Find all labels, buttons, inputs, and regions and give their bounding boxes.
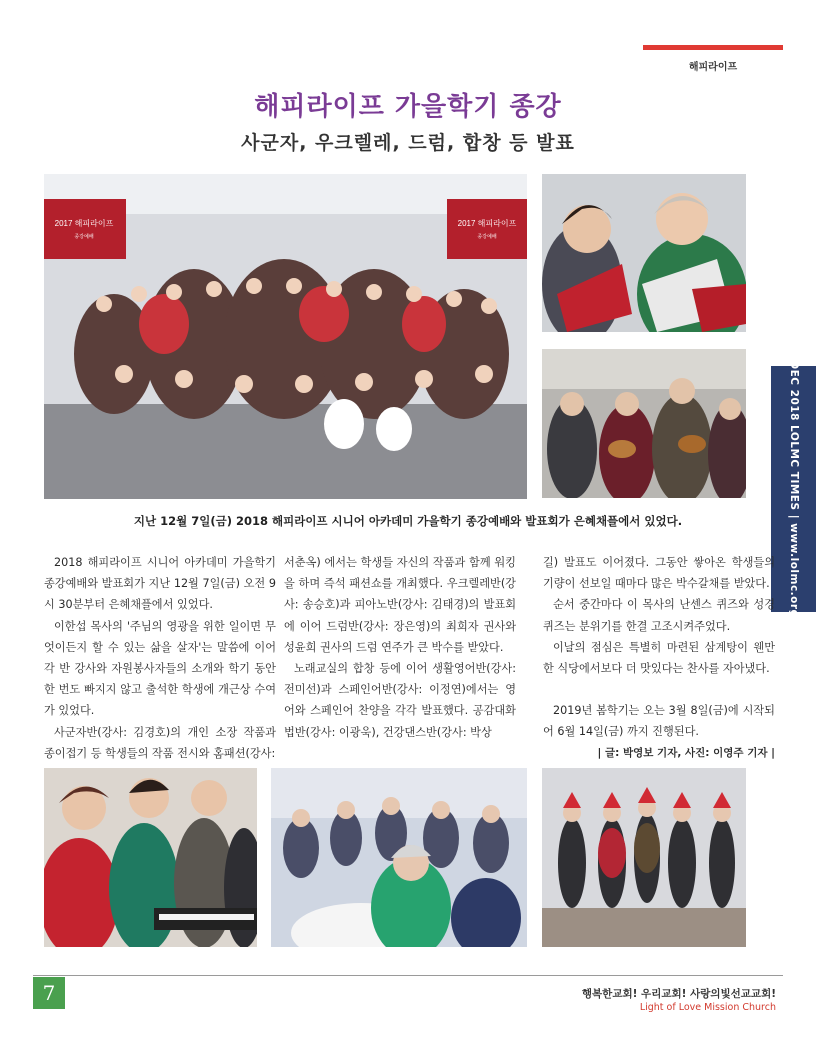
footer-rule: [33, 975, 783, 976]
screen-sub-right: 종강예배: [477, 234, 497, 240]
article-column-2: [284, 552, 516, 743]
ukulele-photo: [542, 349, 746, 498]
article-column-3: [543, 552, 775, 764]
footer-church-name: Light of Love Mission Church: [639, 1002, 776, 1013]
article-paragraph: 2018 해피라이프 시니어 아카데미 가을학기 종강예배와 발표회가 지난 12월 7일(금) 오전 9시 30분부터 은혜채플에서 있었다.: [44, 556, 276, 612]
audience-photo: [271, 768, 527, 947]
article-paragraph: 사군자반(강사: 김경호)의 개인 소장 작품과 종이접기 등 학생들의 작품 전시와 홈패션(강사:: [44, 725, 276, 760]
article-paragraph: | 글: 박영보 기자, 사진: 이영주 기자 |: [597, 746, 775, 759]
header-accent-rule: [643, 45, 783, 50]
section-label: 해피라이프: [688, 62, 738, 73]
piano-class-photo: [44, 768, 257, 947]
side-tab: [771, 360, 816, 618]
article-paragraph: 서춘옥) 에서는 학생들 자신의 작품과 함께 워킹을 하며 즉석 패션쇼를 개최했다. 우크렐레반(강사: 송승호)과 피아노반(강사: 김태경)의 발표회에 이어 드럼반(강사: 장은영)의 최희자 권사와 성윤희 권사의 드럼 연주가 큰 박수를 받았다.: [284, 556, 516, 654]
choir-photo: [542, 174, 746, 332]
photo-caption: 지난 12월 7일(금) 2018 해피라이프 시니어 아카데미 가을학기 종강예배와 발표회가 은혜채플에서 있었다.: [133, 514, 683, 528]
article-paragraph: 이한섭 목사의 '주님의 영광을 위한 일이면 무엇이든지 할 수 있는 삶을 살자'는 말씀에 이어 각 반 강사와 자원봉사자들의 소개와 학기 동안 한 번도 빠지지 않고 출석한 학생에 개근상 수여가 있었다.: [44, 619, 276, 718]
article-paragraph: 순서 중간마다 이 목사의 난센스 퀴즈와 성경 퀴즈는 분위기를 한결 고조시켜주었다.: [543, 598, 775, 633]
article-paragraph: 이날의 점심은 특별히 마련된 삼계탕이 웬만한 식당에서보다 더 맛있다는 찬사를 자아냈다.: [543, 640, 775, 676]
article-subtitle: 사군자, 우크렐레, 드럼, 합창 등 발표: [241, 132, 575, 154]
screen-sub-left: 종강예배: [74, 234, 94, 240]
article-paragraph: 노래교실의 합창 등에 이어 생활영어반(강사: 전미선)과 스페인어반(강사: 이정연)에서는 영어와 스페인어 찬양을 각각 발표했다. 공감대화법반(강사: 이광욱), 건강댄스반(강사: 박상: [284, 662, 516, 739]
side-tab-text: DEC 2018 LOLMC TIMES | www.lolmc.org: [787, 360, 800, 618]
article-title: 해피라이프 가을학기 종강: [254, 92, 562, 122]
group-photo: [44, 174, 527, 499]
screen-title-right: 2017 해피라이프: [457, 219, 517, 228]
screen-title-left: 2017 해피라이프: [54, 219, 114, 228]
article-column-1: [44, 552, 276, 764]
article-paragraph: 2019년 봄학기는 오는 3월 8일(금)에 시작되어 6월 14일(금) 까지 진행된다.: [543, 704, 775, 739]
dance-photo: [542, 768, 746, 947]
page-number: 7: [33, 977, 65, 1009]
footer-slogan: 행복한교회! 우리교회! 사랑의빛선교교회!: [581, 988, 776, 1000]
article-paragraph: 길) 발표도 이어졌다. 그동안 쌓아온 학생들의 기량이 선보일 때마다 많은 박수갈채를 받았다.: [543, 556, 775, 591]
